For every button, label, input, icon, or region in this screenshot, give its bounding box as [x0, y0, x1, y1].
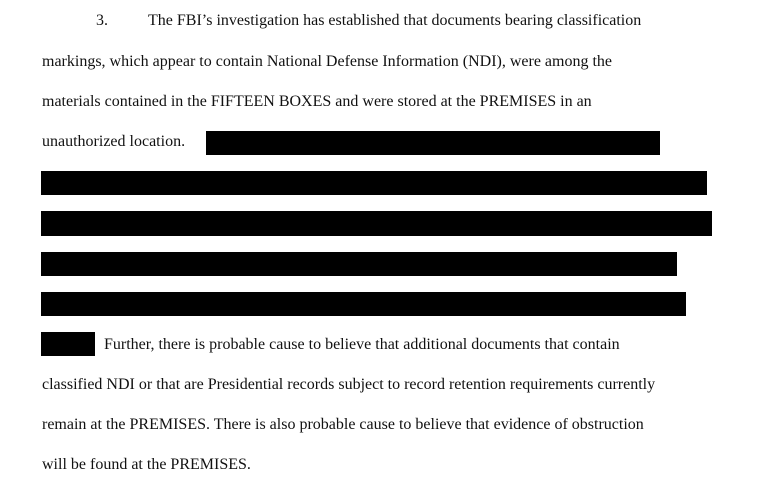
text-line-6: classified NDI or that are Presidential records subject to record retention requirements currently	[42, 376, 656, 393]
text-line-8: will be found at the PREMISES.	[42, 456, 251, 473]
text-line-1: The FBI’s investigation has established that documents bearing classification	[148, 12, 642, 29]
text-line-2: markings, which appear to contain National Defense Information (NDI), were among the	[42, 53, 613, 70]
redaction-block-1	[206, 131, 660, 155]
redaction-block-3	[41, 211, 712, 236]
redaction-block-5	[41, 292, 686, 316]
redaction-block-2	[41, 171, 707, 195]
text-line-4: unauthorized location.	[42, 133, 186, 150]
paragraph-number: 3.	[96, 12, 108, 29]
redaction-block-6	[41, 332, 95, 356]
text-line-5: Further, there is probable cause to believe that additional documents that contain	[104, 336, 620, 353]
redaction-block-4	[41, 252, 677, 276]
text-line-3: materials contained in the FIFTEEN BOXES and were stored at the PREMISES in an	[42, 93, 592, 110]
text-line-7: remain at the PREMISES. There is also probable cause to believe that evidence of obstruction	[42, 416, 644, 433]
